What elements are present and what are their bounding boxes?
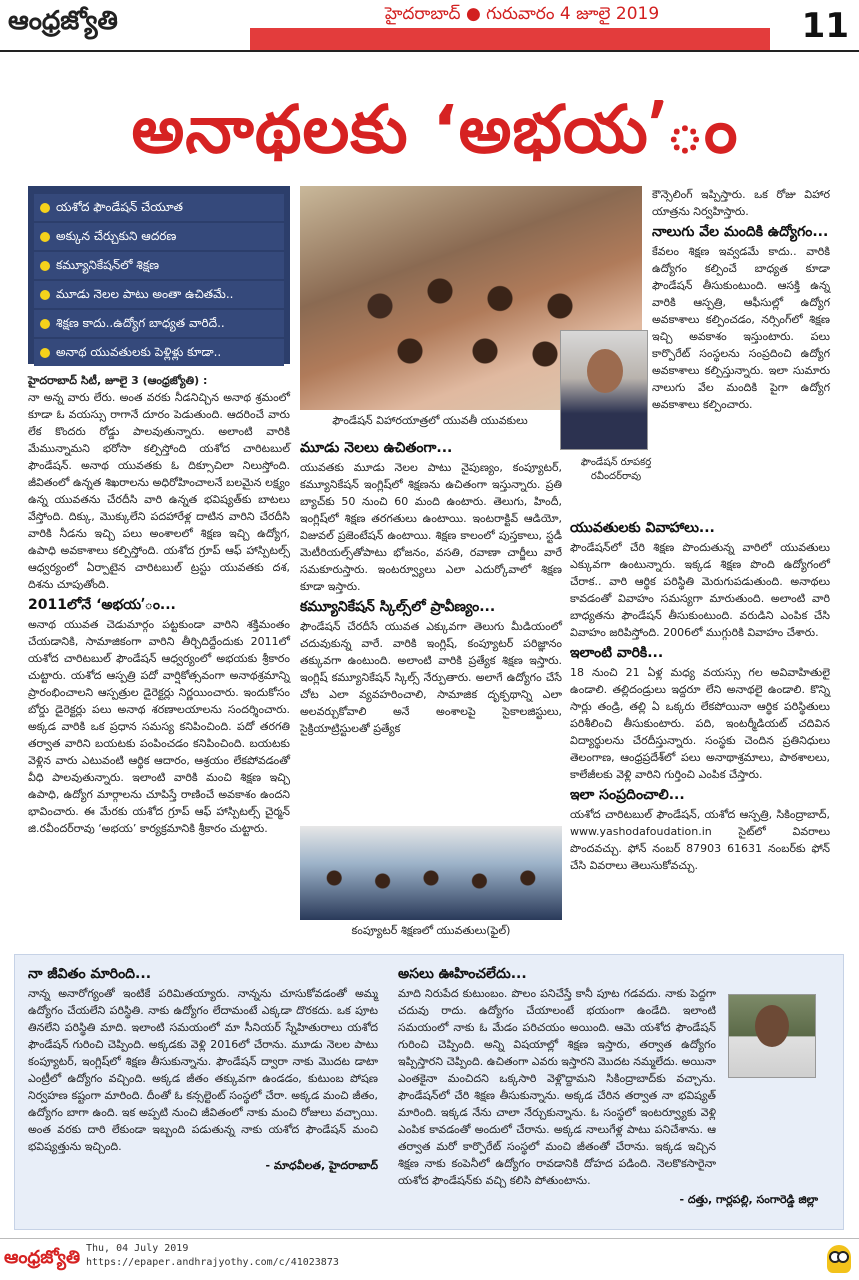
highlight-item: యశోద ఫౌండేషన్ చేయూత [34, 194, 284, 221]
highlight-item: అక్కున చేర్చుకుని ఆదరణ [34, 223, 284, 250]
photo-caption: ఫౌండేషన్ రూపకర్త రవీందర్‌రావు [580, 457, 652, 482]
subheading: యువతులకు వివాహాలు... [570, 520, 715, 536]
footer-url[interactable]: https://epaper.andhrajyothy.com/c/41023873 [86, 1257, 339, 1268]
highlight-item: మూడు నెలల పాటు అంతా ఉచితమే.. [34, 281, 284, 308]
footer-logo: ఆంధ్రజ్యోతి [4, 1247, 81, 1268]
photo-caption: ఫౌండేషన్ విహారయాత్రలో యువతీ యువకులు [332, 414, 528, 427]
article-column-3-lower [570, 520, 830, 874]
headline: అనాథలకు ‘అభయ’ం [131, 91, 739, 168]
testimonial-body: మాది నిరుపేద కుటుంబం. పొలం పనిచేస్తే కానీ పూట గడవదు. నాకు పెద్దగా చదువు రాదు. ఉద్యోగం చేయాలంటే భయంగా ఉండేది. ఇలాంటి సమయంలో నాకు ఓ మేడం పరిచయం అయింది. ఆమె యశోద ఫౌండేషన్ గురించి చెప్పింది. అన్ని విషయాల్లో శిక్షణ ఇస్తారు, తర్వాత ఉద్యోగం ఇప్పిస్తారని చెప్పింది. ఉచితంగా ఎవరు ఇస్తారని మొదట నమ్మలేదు. అయినా ఎంతకైనా మంచిదని ఒక్కసారి వెళ్లొద్దామని సికింద్రాబాద్‌కు వచ్చాను. ఫౌండేషన్‌లో చేరి శిక్షణ తీసుకున్నాను. అక్కడ చేరిన తర్వాత నా భవిష్యత్ మారింది. ఇక్కడ నేను చాలా నేర్చుకున్నాను. ఓ సంస్థలో ఇంటర్వ్యూకు వెళ్లి ఎంపిక కావడంతో అందులో చేరాను. అక్కడ నాలుగేళ్ల పాటు పనిచేశాను. ఆ తర్వాత మరో కార్పొరేట్ సంస్థలో మంచి జీతంతో చేరాను. ఇక్కడ ఇచ్చిన శిక్షణ నాకు కంపెనీలో ఉద్యోగం రావడానికి దోహద పడింది. నెలకొకసారైనా యశోద ఫౌండేషన్‌కు వచ్చి కలిసి పోతుంటాను. [398, 987, 716, 1187]
testimonial-photo [728, 994, 816, 1078]
subheading: ఇలా సంప్రదించాలి... [570, 787, 685, 803]
footer-date: Thu, 04 July 2019 [86, 1243, 189, 1254]
testimonial-body: నాన్న అనారోగ్యంతో ఇంటికే పరిమితయ్యారు. నాన్నను చూసుకోవడంతో అమ్మ ఉద్యోగం చేయలేని పరిస్థితి. నాకు ఉద్యోగం లేదామంటే ఎక్కడా దొరకదు. ఒక పూట తినలేని పరిస్థితి మాది. ఇలాంటి సమయంలో మా సీనియర్ స్నేహితురాలు యశోద ఫౌండేషన్ గురించి చెప్పింది. అక్కడకు వెళ్లి 2016లో చేరాను. మూడు నెలల పాటు కంప్యూటర్, ఇంగ్లిష్‌లో శిక్షణ తీసుకున్నాను. ఫౌండేషన్ ద్వారా నాకు మొదట డాటా ఎంట్రీలో ఉద్యోగం వచ్చింది. అక్కడ జీతం తక్కువగా ఉండడం, కుటుంబ పోషణ నిర్వహణ కష్టంగా మారింది. దీంతో ఓ కన్సల్టెంట్ సంస్థలో చేరా. అక్కడ మంచి జీతం, ఉద్యోగం బాగా ఉంది. ఇక అప్పటి నుంచి జీవితంలో నాకు మంచి రోజులు వచ్చాయి. అంత వరకు దారి లేకుండా ఇబ్బంది పడుతున్న నాకు యశోద ఫౌండేషన్ మంచి భవిష్యత్తును ఇచ్చింది. [28, 987, 378, 1153]
portrait-face [755, 1005, 789, 1047]
article-paragraph: కేవలం శిక్షణ ఇవ్వడమే కాదు.. వారికి ఉద్యోగం కల్పించే బాధ్యత కూడా ఫౌండేషన్ తీసుకుంటుంది. ఆసక్తి ఉన్న వారికి ఆస్పత్రి, ఆఫీసుల్లో ఉద్యోగ అవకాశాలు కల్పించడం, నర్సింగ్‌లో శిక్షణ ఇచ్చి అవకాశం ఇస్తుంటారు. పలు కార్పొరేట్ సంస్థలను సంప్రదించి ఉద్యోగ అవకాశాలు కల్పిస్తున్నారు. ఇలా సుమారు నాలుగు వేల మందికి పైగా ఉద్యోగ అవకాశాలు కల్పించారు. [652, 245, 830, 411]
article-column-1 [28, 372, 290, 837]
page-number: 11 [801, 6, 849, 46]
article-paragraph: అనాథ యువత చెడుమార్గం పట్టకుండా వారిని శక్తిమంతం చేయడానికి, సామాజికంగా వారిని తీర్చిదిద్దేందుకు 2011లో యశోద చారిటబుల్ ఫౌండేషన్ ఆధ్వర్యంలో అభయకు శ్రీకారం చుట్టారు. యశోద ఆస్పత్రి పదో వార్షికోత్సవంగా అనాథశ్రమాన్ని ప్రారంభించాలని ఆస్పత్రుల డైరెక్టర్లు నిర్ణయించారు. ఇందుకోసం బోర్డు డైరెక్టర్లు పలు అనాథ శరణాలయాలను సందర్శించారు. అక్కడ వారికి ఒక ప్రధాన సమస్య కనిపించింది. పదో తరగతి తర్వాత వారిని బయటకు పంపించడం కనిపించింది. బయటకు వెళ్లిన వారు ఎటువంటి ఆర్థిక ఆదారం, ఆశ్రయం లేకపోవడంతో వీధి పాలవుతున్నారు. ఇలాంటి వారికి మంచి శిక్షణ ఇచ్చి ఉపాధి, ఉద్యోగ మార్గాలను చూపిస్తే రాణించే అవకాశం ఉందని భావించారు. ఈ మేరకు యశోద గ్రూప్ ఆఫ్ హాస్పిటల్స్ చైర్మన్ జి.రవీందర్‌రావు ‘అభయ’ కార్యక్రమానికి శ్రీకారం చుట్టారు. [28, 618, 290, 835]
dateline: హైదరాబాద్ ● గురువారం 4 జూలై 2019 [384, 4, 660, 24]
bullet-dot-icon [40, 348, 50, 358]
bullet-dot-icon [40, 232, 50, 242]
highlight-item: శిక్షణ కాదు..ఉద్యోగ బాధ్యత వారిదే.. [34, 310, 284, 337]
subheading: కమ్యూనికేషన్ స్కిల్స్‌లో ప్రావీణ్యం... [300, 599, 496, 615]
subheading: 2011లోనే ‘అభయ’ం... [28, 597, 176, 613]
owl-icon[interactable] [827, 1245, 851, 1273]
subheading: ఇలాంటి వారికి... [570, 645, 664, 661]
date-band [250, 28, 770, 50]
article-column-3 [652, 186, 830, 413]
subheading: మూడు నెలలు ఉచితంగా... [300, 440, 453, 456]
founder-photo [560, 330, 648, 450]
bullet-dot-icon [40, 203, 50, 213]
bullet-dot-icon [40, 261, 50, 271]
article-paragraph: 18 నుంచి 21 ఏళ్ల మధ్య వయస్సు గల అవివాహితులై ఉండాలి. తల్లిదండ్రులు ఇద్దరూ లేని అనాథలై ఉండాలి. కొన్ని సార్లు తండ్రి, తల్లి ఏ ఒక్కరు లేకపోయినా ఆర్థిక పరిస్థితులు పరిశీలించి తీసుకుంటారు. పది, ఇంటర్మీడియట్ చదివిన విద్యార్థులను చేరదీస్తున్నారు. సంస్థకు చెందిన ప్రతినిధులు తెలంగాణ, ఆంధ్రప్రదేశ్‌లో పలు అనాథాశ్రమాలు, పాఠశాలలు, కాలేజీలకు వెళ్లి వారిని గుర్తించి ఎంపిక చేస్తారు. [570, 666, 830, 781]
photo-caption: కంప్యూటర్ శిక్షణలో యువతులు(ఫైల్) [351, 924, 511, 937]
article-paragraph: నా అన్న వారు లేరు. అంత వరకు నీడనిచ్చిన అనాథ శ్రమంలో కూడా ఓ వయస్సు రాగానే దూరం పెడుతుంది. ఆదరించే వారు లేక కొందరు రోడ్డు పాలవుతున్నారు. అలాంటి వారికి మేమున్నామని భరోసా కల్పిస్తోంది యశోద చారిటబుల్ ఫౌండేషన్. అనాథ యువతకు ఓ దిక్సూచిలా నిలుస్తోంది. జీవితంలో ఉన్నత శిఖరాలను అధిరోహించాలనే బలమైన లక్ష్యం ఉన్న యువతను చేరదీసి వారి ఉన్నత భవిష్యత్‌కు బాటలు వేస్తోంది. దిక్కు, మొక్కులేని పదహారేళ్ల దాటిన వారిని చేరదీసి వారికి నీడను ఇచ్చి పలు అంశాలలో శిక్షణ ఇచ్చి ఉద్యోగ, ఉపాధి అవకాశాలు కల్పిస్తోంది. యశోద గ్రూప్ ఆఫ్ హాస్పిటల్స్ ఆధ్వర్యంలో ఏర్పాటైన చారిటబుల్ ట్రస్టు యువతకు దశ, దిశను చూపుతోంది. [28, 391, 290, 591]
computer-training-photo [300, 826, 562, 920]
testimonial-1 [28, 966, 378, 1175]
subheading: నాలుగు వేల మందికి ఉద్యోగం... [652, 224, 829, 240]
testimonial-title: అసలు ఊహించలేదు... [398, 966, 527, 982]
article-paragraph: కౌన్సెలింగ్ ఇప్పిస్తారు. ఒక రోజు విహార యాత్రను నిర్వహిస్తారు. [652, 188, 830, 218]
page-footer [0, 1238, 859, 1280]
page-header [0, 0, 859, 52]
article-dateline: హైదరాబాద్ సిటీ, జూలై 3 (ఆంధ్రజ్యోతి) : [28, 374, 208, 387]
bullet-dot-icon [40, 319, 50, 329]
trainee-figures [310, 854, 552, 914]
portrait-face [587, 349, 623, 393]
testimonial-signature: - మాధవీలత, హైదరాబాద్ [265, 1159, 378, 1172]
testimonial-signature: - దత్తు, గార్లపల్లి, సంగారెడ్డి జిల్లా [679, 1193, 818, 1206]
highlight-item: అనాథ యువతులకు పెళ్లిళ్లు కూడా.. [34, 339, 284, 366]
testimonial-title: నా జీవితం మారింది... [28, 966, 152, 982]
highlights-box [28, 186, 290, 364]
bullet-dot-icon [40, 290, 50, 300]
article-column-2 [300, 440, 562, 737]
newspaper-logo: ఆంధ్రజ్యోతి [8, 6, 118, 36]
article-paragraph: ఫౌండేషన్ చేరదీసే యువత ఎక్కువగా తెలుగు మీడియంలో చదువుకున్న వారే. వారికి ఇంగ్లిష్, కంప్యూటర్ పరిజ్ఞానం తక్కువగా ఉంటుంది. అలాంటి వారికి ప్రత్యేక శిక్షణ ఇస్తారు. ఇంగ్లిష్ కమ్యూనికేషన్ స్కిల్స్ నేర్పుతారు. అలాగే ఉద్యోగం చేసే చోట ఎలా వ్యవహరించాలి, సామాజిక దృక్పథాన్ని ఎలా అలవర్చుకోవాలి అనే అంశాలపై సైకాలజిస్టులు, సైక్రియాట్రిస్టులతో ప్రత్యేక [300, 620, 562, 735]
highlight-item: కమ్యూనికేషన్‌లో శిక్షణ [34, 252, 284, 279]
article-paragraph: యువతకు మూడు నెలల పాటు నైపుణ్యం, కంప్యూటర్, కమ్యూనికేషన్ ఇంగ్లిష్‌లో శిక్షణను ఉచితంగా ఇస్తున్నారు. ప్రతి బ్యాచ్‌కు 50 నుంచి 60 మంది ఉంటారు. తెలుగు, హిందీ, ఇంగ్లిష్‌లో శిక్షణ తరగతులు ఉంటాయి. ఇంటరాక్టివ్ ఆడియో, విజువల్ ప్రజెంటేషన్ ఉంటాయి. శిక్షణ కాలంలో పుస్తకాలు, స్టడీ మెటీరియల్స్‌తోపాటు భోజనం, వసతి, రవాణా చార్జీలు వారే సమకూరుస్తారు. ఇంటర్వ్యూలు ఎలా ఎదుర్కోవాలో శిక్షణ కూడా ఇస్తారు. [300, 461, 562, 593]
article-paragraph: యశోద చారిటబుల్ ఫౌండేషన్, యశోద ఆస్పత్రి, సికింద్రాబాద్, www.yashodafoudation.in సైట్‌లో వివరాలు పొందవచ్చు. ఫోన్ నంబర్ 87903 61631 నంబర్‌కు ఫోన్ చేసి వివరాలు తెలుసుకోవచ్చు. [570, 808, 830, 872]
article-paragraph: ఫౌండేషన్‌లో చేరి శిక్షణ పొందుతున్న వారిలో యువతులు ఎక్కువగా ఉంటున్నారు. ఇక్కడ శిక్షణ పొంది ఉద్యోగంలో చేరాక.. వారి ఆర్థిక పరిస్థితి మెరుగుపడుతుంది. అనాథలు కావడంతో వివాహం సమస్యగా మారుతుంది. అలాంటి వారి బాధ్యతను ఫౌండేషన్ తీసుకుంటుంది. వరుడిని ఎంపిక చేసి వివాహం జరిపిస్తోంది. 2006లో ముగ్గురికి వివాహం చేశారు. [570, 541, 830, 639]
